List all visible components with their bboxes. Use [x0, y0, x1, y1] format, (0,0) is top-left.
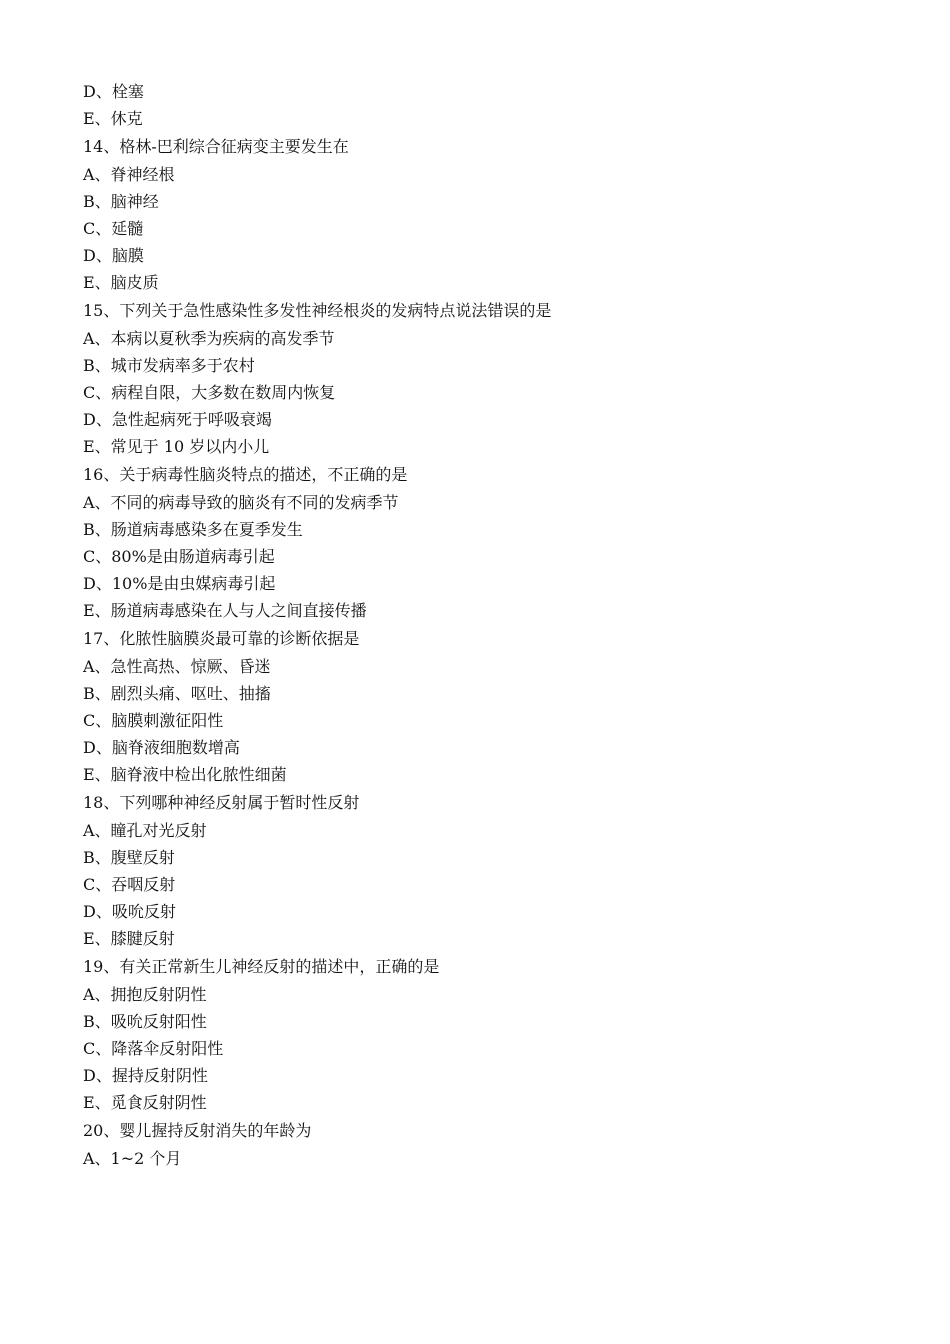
answer-option: D、握持反射阴性 [83, 1066, 208, 1085]
answer-option: A、本病以夏秋季为疾病的高发季节 [83, 329, 335, 348]
answer-option: B、脑神经 [83, 192, 159, 211]
answer-option: D、10%是由虫媒病毒引起 [83, 574, 276, 593]
question-stem: 15、下列关于急性感染性多发性神经根炎的发病特点说法错误的是 [83, 301, 552, 320]
answer-option: C、病程自限，大多数在数周内恢复 [83, 383, 336, 402]
answer-option: A、不同的病毒导致的脑炎有不同的发病季节 [83, 493, 399, 512]
question-stem: 19、有关正常新生儿神经反射的描述中，正确的是 [83, 957, 440, 976]
question-stem: 14、格林-巴利综合征病变主要发生在 [83, 137, 349, 156]
answer-option: A、1~2 个月 [83, 1149, 182, 1168]
question-stem: 17、化脓性脑膜炎最可靠的诊断依据是 [83, 629, 360, 648]
answer-option: E、膝腱反射 [83, 929, 175, 948]
question-stem: 20、婴儿握持反射消失的年龄为 [83, 1121, 312, 1140]
answer-option: E、肠道病毒感染在人与人之间直接传播 [83, 601, 367, 620]
answer-option: E、脑脊液中检出化脓性细菌 [83, 765, 287, 784]
answer-option: C、延髓 [83, 219, 144, 238]
answer-option: C、降落伞反射阳性 [83, 1039, 224, 1058]
answer-option: D、脑膜 [83, 246, 144, 265]
answer-option: A、瞳孔对光反射 [83, 821, 207, 840]
answer-option: C、脑膜刺激征阳性 [83, 711, 224, 730]
answer-option: B、吸吮反射阳性 [83, 1012, 207, 1031]
answer-option: D、脑脊液细胞数增高 [83, 738, 240, 757]
question-stem: 18、下列哪种神经反射属于暂时性反射 [83, 793, 360, 812]
answer-option: E、脑皮质 [83, 273, 159, 292]
answer-option: B、城市发病率多于农村 [83, 356, 255, 375]
answer-option: E、休克 [83, 109, 143, 128]
answer-option: A、拥抱反射阴性 [83, 985, 207, 1004]
answer-option: C、80%是由肠道病毒引起 [83, 547, 275, 566]
answer-option: A、脊神经根 [83, 165, 175, 184]
answer-option: C、吞咽反射 [83, 875, 176, 894]
answer-option: B、肠道病毒感染多在夏季发生 [83, 520, 303, 539]
answer-option: D、急性起病死于呼吸衰竭 [83, 410, 272, 429]
answer-option: B、腹壁反射 [83, 848, 175, 867]
answer-option: D、吸吮反射 [83, 902, 176, 921]
answer-option: D、栓塞 [83, 82, 144, 101]
question-list [83, 78, 883, 1172]
answer-option: B、剧烈头痛、呕吐、抽搐 [83, 684, 271, 703]
answer-option: A、急性高热、惊厥、昏迷 [83, 657, 271, 676]
answer-option: E、常见于 10 岁以内小儿 [83, 437, 270, 456]
answer-option: E、觅食反射阴性 [83, 1093, 207, 1112]
question-stem: 16、关于病毒性脑炎特点的描述，不正确的是 [83, 465, 408, 484]
